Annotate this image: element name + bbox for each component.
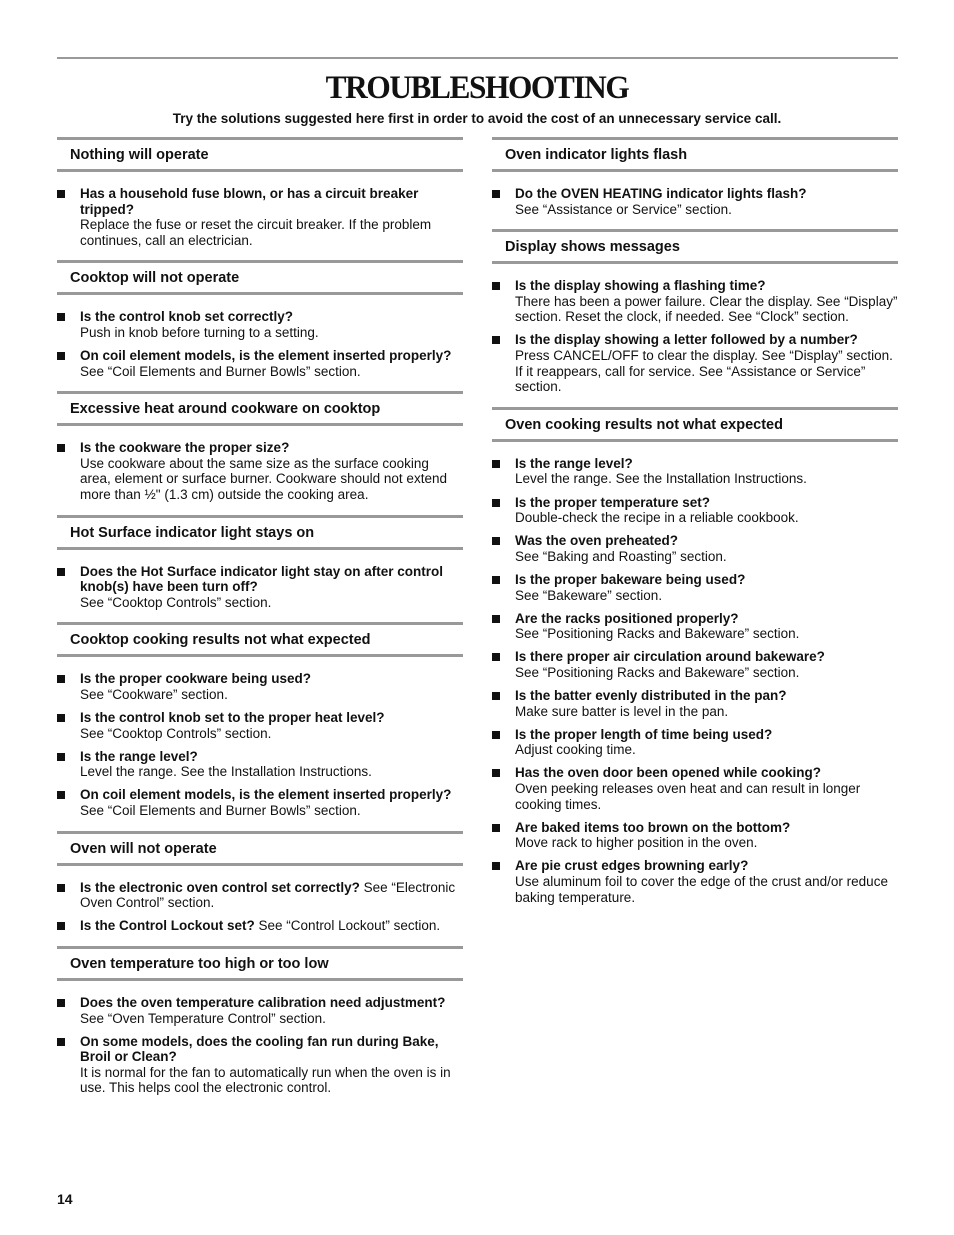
- answer-text: Use cookware about the same size as the surface cooking area, element or surface burner. Cookware should not extend more than ½" (1.3 cm) outside the cooking area.: [80, 455, 447, 503]
- troubleshooting-item: [492, 611, 898, 642]
- question-text: Do the OVEN HEATING indicator lights flash?: [515, 186, 807, 201]
- question-text: Are baked items too brown on the bottom?: [515, 819, 791, 835]
- square-bullet-icon: [492, 824, 500, 832]
- question-text: Is the control knob set to the proper heat level?: [80, 710, 385, 726]
- right-column: [492, 137, 898, 917]
- answer-text: See “Positioning Racks and Bakeware” section.: [515, 626, 800, 642]
- troubleshooting-item: [492, 278, 898, 325]
- square-bullet-icon: [492, 282, 500, 290]
- question-text: Does the Hot Surface indicator light stay on after control knob(s) have been turn off?: [80, 563, 444, 595]
- section-oven-cooking-results-not-what-expected: [492, 407, 898, 905]
- answer-text: Use aluminum foil to cover the edge of the crust and/or reduce baking temperature.: [515, 873, 888, 905]
- section-heading: Nothing will operate: [57, 137, 463, 172]
- square-bullet-icon: [57, 884, 65, 892]
- answer-text: Replace the fuse or reset the circuit breaker. If the problem continues, call an electrician.: [80, 217, 432, 248]
- square-bullet-icon: [492, 731, 500, 739]
- section-cooktop-cooking-results-not-what-expected: [57, 622, 463, 818]
- square-bullet-icon: [57, 753, 65, 761]
- answer-text: Level the range. See the Installation Instructions.: [515, 471, 807, 487]
- section-heading: Display shows messages: [492, 229, 898, 264]
- troubleshooting-item: [492, 533, 898, 564]
- section-display-shows-messages: [492, 229, 898, 395]
- section-hot-surface-indicator-light-stays-on: [57, 515, 463, 611]
- section-oven-will-not-operate: [57, 831, 463, 934]
- square-bullet-icon: [492, 862, 500, 870]
- left-column: [57, 137, 463, 1108]
- answer-text: See “Electronic Oven Control” section.: [80, 879, 456, 911]
- troubleshooting-item: [57, 787, 463, 818]
- troubleshooting-item: [492, 820, 898, 851]
- square-bullet-icon: [492, 769, 500, 777]
- square-bullet-icon: [492, 692, 500, 700]
- troubleshooting-item: [57, 564, 463, 611]
- square-bullet-icon: [492, 499, 500, 507]
- answer-text: Oven peeking releases oven heat and can result in longer cooking times.: [515, 780, 861, 812]
- square-bullet-icon: [57, 190, 65, 198]
- question-text: Is the cookware the proper size?: [80, 440, 290, 456]
- question-text: Was the oven preheated?: [515, 533, 679, 549]
- question-text: Is the range level?: [80, 748, 198, 764]
- answer-text: See “Positioning Racks and Bakeware” section.: [515, 664, 800, 680]
- section-cooktop-will-not-operate: [57, 260, 463, 379]
- square-bullet-icon: [57, 675, 65, 683]
- section-oven-temperature-too-high-or-too-low: [57, 946, 463, 1096]
- square-bullet-icon: [492, 537, 500, 545]
- answer-text: Make sure batter is level in the pan.: [515, 703, 729, 719]
- answer-text: Push in knob before turning to a setting.: [80, 324, 319, 340]
- troubleshooting-item: [57, 440, 463, 502]
- top-rule: [57, 57, 898, 59]
- square-bullet-icon: [57, 352, 65, 360]
- troubleshooting-item: [492, 858, 898, 905]
- answer-text: Move rack to higher position in the oven.: [515, 835, 758, 851]
- question-text: Is the display showing a flashing time?: [515, 278, 766, 294]
- square-bullet-icon: [492, 460, 500, 468]
- question-text: Does the oven temperature calibration need adjustment?: [80, 994, 446, 1010]
- question-text: Is the proper bakeware being used?: [515, 571, 746, 587]
- answer-text: Double-check the recipe in a reliable cookbook.: [515, 510, 799, 526]
- square-bullet-icon: [57, 791, 65, 799]
- section-heading: Oven will not operate: [57, 831, 463, 866]
- answer-text: See “Cooktop Controls” section.: [80, 725, 272, 741]
- question-text: Is the batter evenly distributed in the pan?: [515, 687, 787, 703]
- troubleshooting-item: [492, 332, 898, 394]
- question-text: On coil element models, is the element inserted properly?: [80, 787, 452, 803]
- answer-text: See “Control Lockout” section.: [258, 918, 441, 934]
- question-text: Is the proper temperature set?: [515, 494, 711, 510]
- answer-text: See “Cookware” section.: [80, 687, 228, 702]
- square-bullet-icon: [492, 190, 500, 198]
- question-text: Is the Control Lockout set?: [80, 918, 255, 934]
- question-text: Is the electronic oven control set correctly?: [80, 879, 360, 895]
- question-text: Is there proper air circulation around bakeware?: [515, 649, 825, 665]
- section-heading: Oven temperature too high or too low: [57, 946, 463, 981]
- troubleshooting-item: [57, 880, 463, 911]
- question-text: Are pie crust edges browning early?: [515, 858, 749, 874]
- answer-text: See “Assistance or Service” section.: [515, 201, 732, 217]
- question-text: Are the racks positioned properly?: [515, 610, 739, 626]
- question-text: Is the display showing a letter followed by a number?: [515, 332, 858, 348]
- answer-text: It is normal for the fan to automatically run when the oven is in use. This helps cool the electronic control.: [80, 1064, 451, 1096]
- answer-text: See “Cooktop Controls” section.: [80, 594, 272, 610]
- question-text: Has the oven door been opened while cooking?: [515, 765, 822, 781]
- question-text: Is the control knob set correctly?: [80, 309, 294, 325]
- troubleshooting-item: [492, 688, 898, 719]
- section-excessive-heat-around-cookware-on-cooktop: [57, 391, 463, 502]
- troubleshooting-item: [492, 456, 898, 487]
- question-text: Has a household fuse blown, or has a circuit breaker tripped?: [80, 186, 419, 217]
- troubleshooting-item: [57, 749, 463, 780]
- square-bullet-icon: [57, 444, 65, 452]
- answer-text: See “Baking and Roasting” section.: [515, 548, 727, 564]
- troubleshooting-item: [492, 727, 898, 758]
- troubleshooting-item: [492, 649, 898, 680]
- page-number: 14: [57, 1191, 73, 1207]
- answer-text: See “Coil Elements and Burner Bowls” section.: [80, 803, 361, 819]
- troubleshooting-item: [57, 710, 463, 741]
- troubleshooting-item: [57, 186, 463, 248]
- answer-text: Adjust cooking time.: [515, 742, 636, 758]
- answer-text: Level the range. See the Installation Instructions.: [80, 764, 372, 780]
- troubleshooting-item: [57, 918, 463, 934]
- troubleshooting-item: [57, 995, 463, 1026]
- section-heading: Excessive heat around cookware on cooktop: [57, 391, 463, 426]
- question-text: Is the proper cookware being used?: [80, 671, 312, 687]
- troubleshooting-item: [57, 348, 463, 379]
- square-bullet-icon: [492, 576, 500, 584]
- troubleshooting-item: [57, 309, 463, 340]
- troubleshooting-item: [492, 765, 898, 812]
- answer-text: Press CANCEL/OFF to clear the display. See “Display” section. If it reappears, call for service. See “Assistance or Service” section.: [515, 348, 893, 395]
- answer-text: There has been a power failure. Clear the display. See “Display” section. Reset the clock, if needed. See “Clock” section.: [515, 293, 898, 325]
- square-bullet-icon: [492, 653, 500, 661]
- square-bullet-icon: [57, 999, 65, 1007]
- square-bullet-icon: [492, 336, 500, 344]
- section-heading: Hot Surface indicator light stays on: [57, 515, 463, 550]
- troubleshooting-item: [492, 495, 898, 526]
- question-text: Is the proper length of time being used?: [515, 726, 773, 742]
- section-heading: Oven indicator lights flash: [492, 137, 898, 172]
- section-oven-indicator-lights-flash: [492, 137, 898, 217]
- troubleshooting-item: [57, 1034, 463, 1096]
- square-bullet-icon: [57, 313, 65, 321]
- troubleshooting-item: [57, 671, 463, 702]
- troubleshooting-item: [492, 572, 898, 603]
- section-nothing-will-operate: [57, 137, 463, 248]
- section-heading: Cooktop cooking results not what expected: [57, 622, 463, 657]
- troubleshooting-item: [492, 186, 898, 217]
- square-bullet-icon: [57, 1038, 65, 1046]
- question-text: On some models, does the cooling fan run during Bake, Broil or Clean?: [80, 1033, 439, 1065]
- page-subtitle: Try the solutions suggested here first in order to avoid the cost of an unnecessary service call.: [172, 111, 782, 126]
- section-heading: Oven cooking results not what expected: [492, 407, 898, 442]
- question-text: Is the range level?: [515, 455, 633, 471]
- square-bullet-icon: [57, 568, 65, 576]
- square-bullet-icon: [57, 922, 65, 930]
- answer-text: See “Coil Elements and Burner Bowls” section.: [80, 363, 361, 379]
- square-bullet-icon: [57, 714, 65, 722]
- page-title: TROUBLESHOOTING: [325, 70, 629, 106]
- question-text: On coil element models, is the element inserted properly?: [80, 348, 452, 364]
- answer-text: See “Bakeware” section.: [515, 587, 663, 603]
- square-bullet-icon: [492, 615, 500, 623]
- section-heading: Cooktop will not operate: [57, 260, 463, 295]
- answer-text: See “Oven Temperature Control” section.: [80, 1010, 326, 1026]
